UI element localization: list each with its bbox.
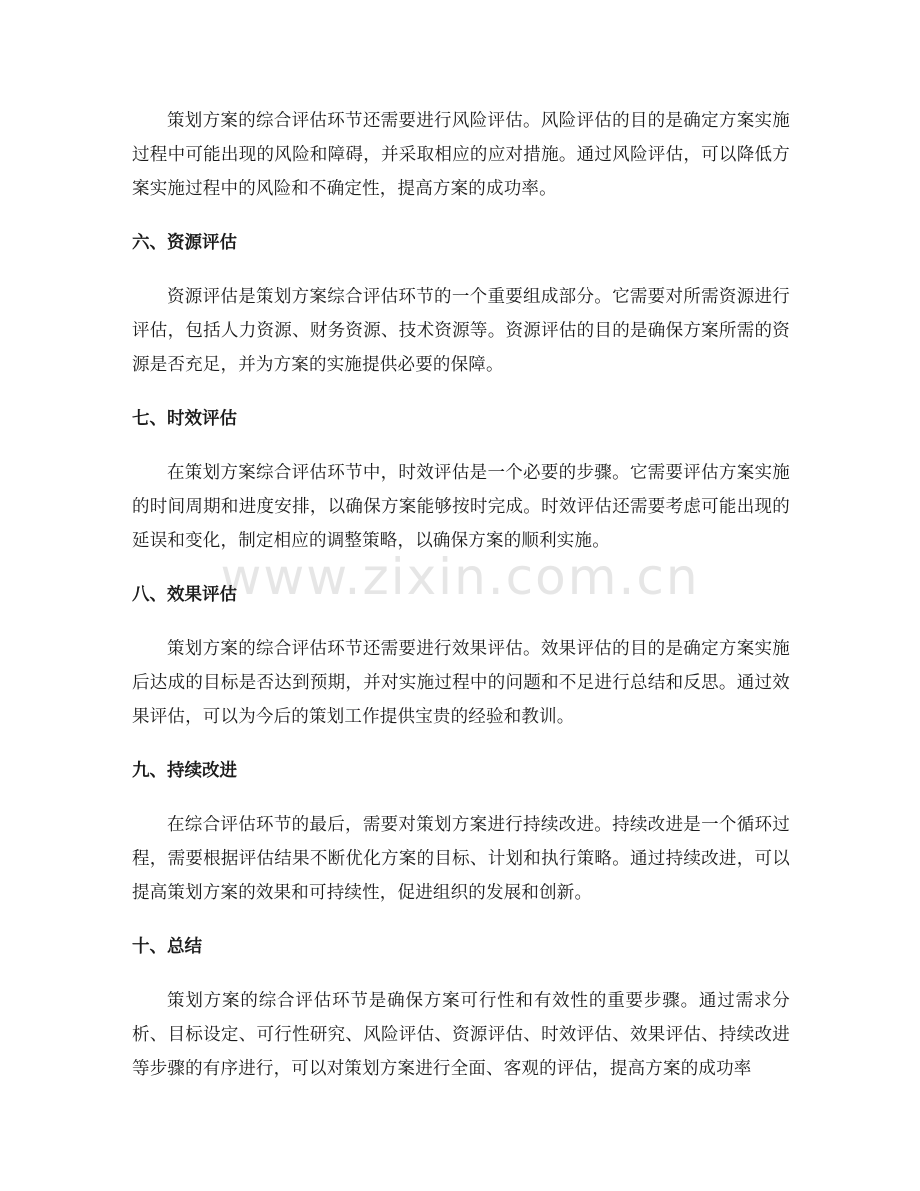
section-paragraph: 资源评估是策划方案综合评估环节的一个重要组成部分。它需要对所需资源进行评估，包括人力资源、财务资源、技术资源等。资源评估的目的是确保方案所需的资源是否充足，并为方案的实施提供必要的保障。 — [132, 287, 790, 375]
section-heading: 七、时效评估 — [132, 409, 237, 429]
section-summary — [132, 930, 790, 1086]
section-timeliness-evaluation — [132, 402, 790, 558]
section-paragraph: 策划方案的综合评估环节还需要进行效果评估。效果评估的目的是确定方案实施后达成的目标是否达到预期，并对实施过程中的问题和不足进行总结和反思。通过效果评估，可以为今后的策划工作提供宝贵的经验和教训。 — [132, 639, 790, 727]
section-paragraph: 在综合评估环节的最后，需要对策划方案进行持续改进。持续改进是一个循环过程，需要根据评估结果不断优化方案的目标、计划和执行策略。通过持续改进，可以提高策划方案的效果和可持续性，促进组织的发展和创新。 — [132, 815, 790, 903]
section-heading: 九、持续改进 — [132, 761, 237, 781]
section-resource-evaluation — [132, 226, 790, 382]
section-paragraph: 策划方案的综合评估环节是确保方案可行性和有效性的重要步骤。通过需求分析、目标设定、可行性研究、风险评估、资源评估、时效评估、效果评估、持续改进等步骤的有序进行，可以对策划方案进行全面、客观的评估，提高方案的成功率 — [132, 991, 790, 1079]
section-paragraph: 在策划方案综合评估环节中，时效评估是一个必要的步骤。它需要评估方案实施的时间周期和进度安排，以确保方案能够按时完成。时效评估还需要考虑可能出现的延误和变化，制定相应的调整策略，以确保方案的顺利实施。 — [132, 463, 790, 551]
section-heading: 十、总结 — [132, 937, 202, 957]
section-continuous-improvement — [132, 754, 790, 910]
intro-paragraph: 策划方案的综合评估环节还需要进行风险评估。风险评估的目的是确定方案实施过程中可能出现的风险和障碍，并采取相应的应对措施。通过风险评估，可以降低方案实施过程中的风险和不确定性，提高方案的成功率。 — [132, 111, 790, 199]
section-heading: 八、效果评估 — [132, 585, 237, 605]
document-body — [132, 104, 790, 1086]
section-effect-evaluation — [132, 578, 790, 734]
section-heading: 六、资源评估 — [132, 233, 237, 253]
watermark: www.zixin.com.cn — [220, 548, 700, 606]
